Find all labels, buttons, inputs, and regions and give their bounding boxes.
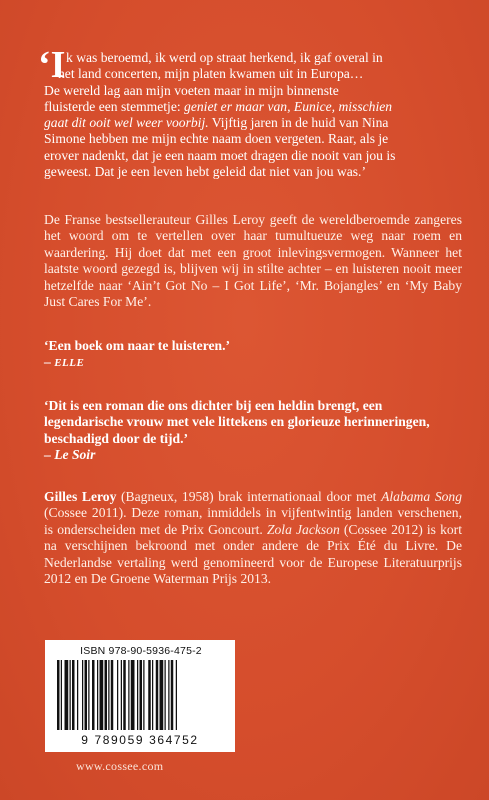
barcode-digits: 9 789059 364752 — [81, 733, 199, 747]
drop-cap: ‘I — [38, 44, 66, 86]
barcode-bar — [85, 660, 88, 730]
isbn-text: ISBN 978-90-5936-475-2 — [80, 645, 202, 657]
book-title: Alabama Song — [381, 489, 463, 504]
barcode-bars — [53, 660, 227, 732]
barcode-bar — [148, 660, 151, 730]
quote-line: fluisterde een stemmetje: geniet er maar van, Eunice, misschien — [44, 98, 393, 114]
barcode-bar — [57, 660, 60, 730]
barcode-bar — [61, 660, 62, 730]
author-bio: Gilles Leroy (Bagneux, 1958) brak internationaal door met Alabama Song (Cossee 2011). Deze roman, inmiddels in vijfentwintig landen verschenen, is onderscheiden met de Prix Goncourt. Zola Jackson (Cossee 2012) is kort na verschijnen bekroond met onder andere de Prix Été du Livre. De Nederlandse vertaling werd genomineerd voor de Europese Literatuurprijs 2012 en De Groene Waterman Prijs 2013. — [44, 489, 463, 587]
quote-line: gaat dit ooit wel weer voorbij. Vijftig jaren in de huid van Nina — [44, 115, 389, 131]
press-quote-source: – Le Soir — [44, 447, 96, 463]
quote-line: k was beroemd, ik werd op straat herkend, ik gaf overal in — [66, 50, 383, 65]
barcode-bar — [72, 660, 75, 730]
author-name: Gilles Leroy — [44, 489, 117, 504]
barcode-bar — [156, 660, 159, 730]
press-quote-text: ‘Dit is een roman die ons dichter bij een heldin brengt, een legendarische vrouw met vele littekens en glorieuze herinneringen, beschadigd door de tijd.’ — [44, 398, 430, 446]
press-quote-le-soir — [44, 398, 462, 464]
quote-line: geweest. Dat je een leven hebt geleid dat niet van jou was.’ — [44, 164, 366, 180]
barcode-bar — [121, 660, 122, 730]
quote-line: het land concerten, mijn platen kwamen uit in Europa… — [58, 66, 364, 82]
barcode-bar — [77, 660, 78, 730]
barcode-bar — [108, 660, 109, 730]
barcode-bar — [105, 660, 108, 730]
barcode-bar — [82, 660, 83, 730]
barcode-bar — [143, 660, 144, 730]
publisher-website[interactable]: www.cossee.com — [76, 759, 164, 773]
press-quote-source: – ELLE — [44, 354, 85, 370]
barcode-bar — [165, 660, 166, 730]
barcode-bar — [160, 660, 164, 730]
quote-line: Simone hebben me mijn echte naam doen vergeten. Raar, als je — [44, 131, 389, 147]
quote-line: De wereld lag aan mijn voeten maar in mijn binnenste — [44, 82, 339, 98]
barcode-bar — [65, 660, 69, 730]
barcode-bar — [111, 660, 114, 730]
barcode-bar — [92, 660, 95, 730]
barcode-bar — [176, 660, 177, 730]
quote-line: erover nadenkt, dat je een naam moet dragen die nooit van jou is — [44, 147, 396, 163]
barcode-bar — [117, 660, 118, 730]
barcode-bar — [123, 660, 126, 730]
barcode-bar — [152, 660, 153, 730]
barcode-bar — [100, 660, 104, 730]
barcode-bar — [131, 660, 135, 730]
book-title: Zola Jackson — [266, 521, 340, 537]
barcode-label — [45, 640, 235, 752]
opening-quote — [38, 44, 462, 180]
blurb: De Franse bestsellerauteur Gilles Leroy geeft de wereldberoemde zangeres het woord om te vertellen over haar tumultueuze weg naar roem en waardering. Hij doet dat met een groot inlevingsvermogen. Wanneer het laatste woord gezegd is, blijven wij in stilte achter – en luisteren nooit meer hetzelfde naar ‘Ain’t Got No – I Got Life’, ‘Mr. Bojangles’ en ‘My Baby Just Cares For Me’. — [44, 212, 462, 310]
press-quote-text: ‘Een boek om naar te luisteren.’ — [44, 338, 231, 353]
barcode-bar — [97, 660, 98, 730]
barcode-bar — [140, 660, 143, 730]
barcode-bar — [70, 660, 71, 730]
barcode-bar — [171, 660, 174, 730]
barcode-bar — [128, 660, 129, 730]
barcode-bar — [137, 660, 138, 730]
barcode-bar — [88, 660, 89, 730]
press-quote-elle — [44, 338, 462, 372]
barcode-bar — [168, 660, 169, 730]
